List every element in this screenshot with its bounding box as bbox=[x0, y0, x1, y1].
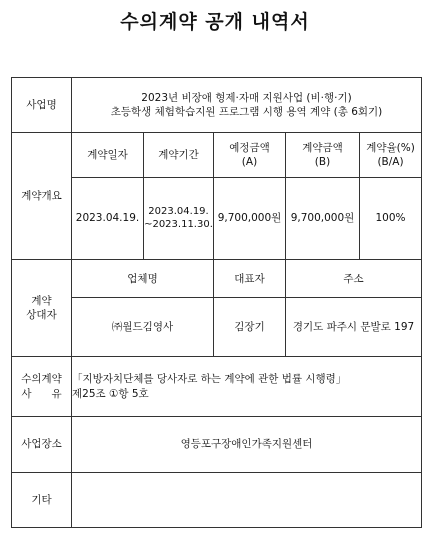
address-value: 경기도 파주시 문발로 197 bbox=[286, 298, 422, 356]
contract-rate-header bbox=[360, 133, 422, 177]
location-value: 영등포구장애인가족지원센터 bbox=[72, 417, 422, 472]
contract-date-header: 계약일자 bbox=[72, 133, 144, 177]
contract-label: 계약개요 bbox=[12, 133, 72, 260]
other-label: 기타 bbox=[12, 472, 72, 527]
counterparty-label-line1: 계약 bbox=[31, 294, 52, 307]
counterparty-label bbox=[12, 260, 72, 357]
reason-label-line2: 사 유 bbox=[21, 387, 62, 400]
contract-date-value: 2023.04.19. bbox=[72, 177, 144, 260]
counterparty-value-row bbox=[12, 298, 422, 356]
project-name bbox=[72, 78, 422, 133]
reason-label bbox=[12, 356, 72, 416]
reason-row bbox=[12, 356, 422, 416]
reason-label-line1: 수의계약 bbox=[21, 373, 62, 386]
location-label: 사업장소 bbox=[12, 417, 72, 472]
location-row bbox=[12, 417, 422, 472]
page-title: 수의계약 공개 내역서 bbox=[120, 11, 310, 33]
planned-amount-header-code: (A) bbox=[241, 156, 258, 168]
reason-value bbox=[72, 356, 422, 416]
planned-amount-header-text: 예정금액 bbox=[229, 141, 270, 154]
reason-line2: 제25조 ①항 5호 bbox=[72, 387, 149, 400]
company-value: ㈜월드김영사 bbox=[72, 298, 214, 356]
ceo-header: 대표자 bbox=[214, 260, 286, 298]
contract-period-end: ~2023.11.30. bbox=[144, 219, 213, 231]
contract-rate-header-code: (B/A) bbox=[377, 156, 404, 168]
contract-amount-value: 9,700,000원 bbox=[286, 177, 360, 260]
contract-disclosure-table bbox=[11, 77, 422, 528]
contract-amount-header bbox=[286, 133, 360, 177]
contract-amount-header-text: 계약금액 bbox=[302, 141, 343, 154]
address-header: 주소 bbox=[286, 260, 422, 298]
reason-line1: 「지방자치단체를 당사자로 하는 계약에 관한 법률 시행령」 bbox=[72, 373, 347, 386]
planned-amount-header bbox=[214, 133, 286, 177]
contract-period-header: 계약기간 bbox=[144, 133, 214, 177]
planned-amount-value: 9,700,000원 bbox=[214, 177, 286, 260]
project-row bbox=[12, 78, 422, 133]
other-value bbox=[72, 472, 422, 527]
project-name-line2: 초등학생 체험학습지원 프로그램 시행 용역 계약 (총 6회기) bbox=[110, 106, 383, 119]
project-label: 사업명 bbox=[12, 78, 72, 133]
counterparty-header-row bbox=[12, 260, 422, 298]
contract-rate-header-text: 계약율(%) bbox=[366, 141, 415, 154]
company-header: 업체명 bbox=[72, 260, 214, 298]
counterparty-label-line2: 상대자 bbox=[26, 309, 57, 321]
contract-period-start: 2023.04.19. bbox=[148, 205, 209, 217]
ceo-value: 김장기 bbox=[214, 298, 286, 356]
project-name-line1: 2023년 비장애 형제·자매 지원사업 (비·행·기) bbox=[141, 92, 352, 104]
contract-amount-header-code: (B) bbox=[314, 156, 331, 168]
other-row bbox=[12, 472, 422, 527]
contract-period-value bbox=[144, 177, 214, 260]
contract-header-row bbox=[12, 133, 422, 177]
contract-value-row bbox=[12, 177, 422, 260]
contract-rate-value: 100% bbox=[360, 177, 422, 260]
